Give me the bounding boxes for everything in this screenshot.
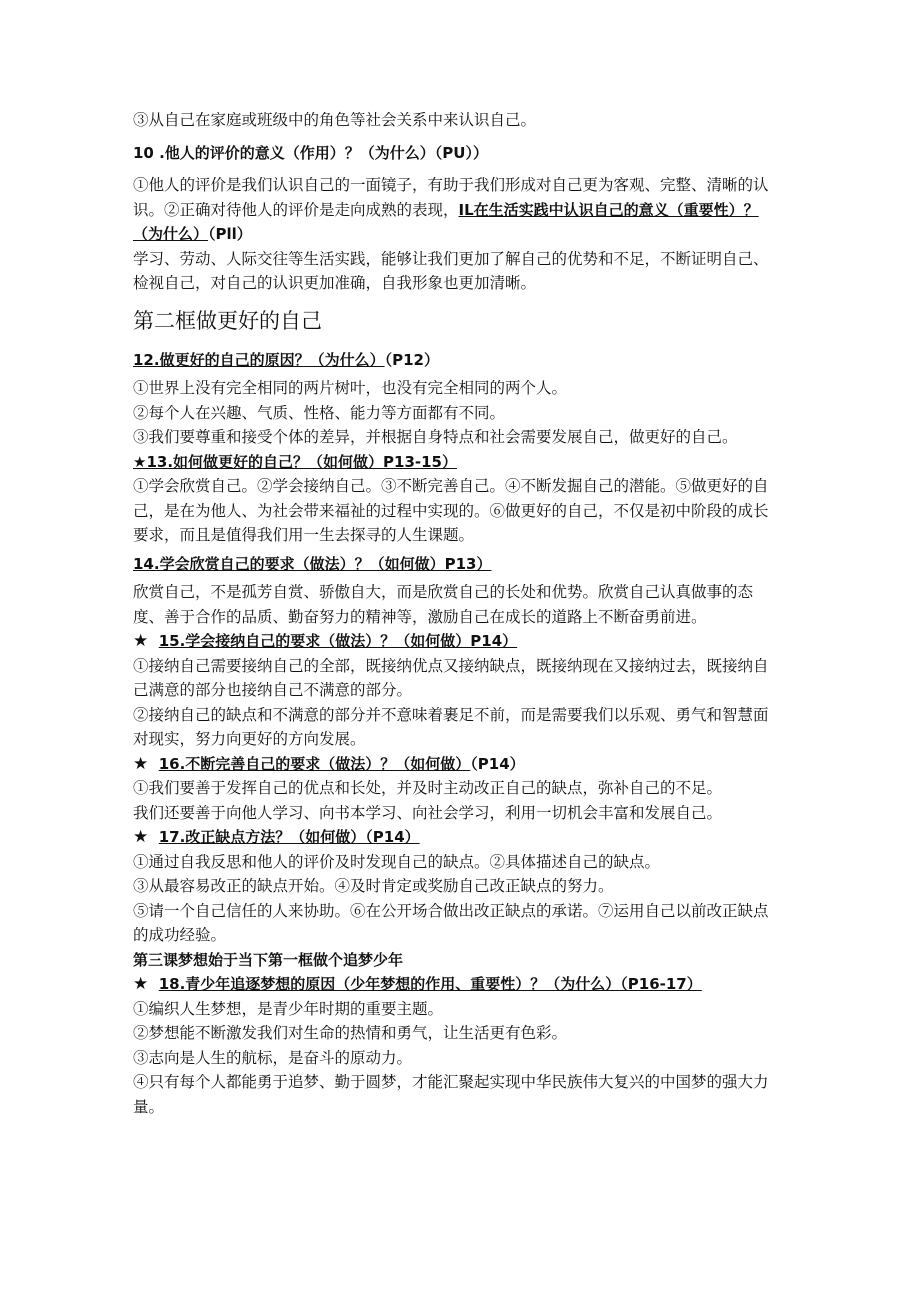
answer-line: ②每个人在兴趣、气质、性格、能力等方面都有不同。 [133,403,506,422]
question-text: 18.青少年追逐梦想的原因（少年梦想的作用、重要性）？（为什么）（P16-17） [158,975,702,993]
question-text: 16.不断完善自己的要求（做法）？（如何做） [158,754,471,773]
question-text: 12.做更好的自己的原因？（为什么） [133,350,385,369]
answer-line: ③志向是人生的航标，是奋斗的原动力。 [133,1048,413,1067]
answer-text: ①他人的评价是我们认识自己的一面镜子，有助于我们形成对自己更为客观、完整、清晰的认识。②正确对待他人的评价是走向成熟的表现， [133,176,769,219]
answer-line: 我们还要善于向他人学习、向书本学习、向社会学习，利用一切机会丰富和发展自己。 [133,803,723,822]
answer-line: ③从最容易改正的缺点开始。④及时肯定或奖励自己改正缺点的努力。 [133,877,614,895]
question-text: 17.改正缺点方法？（如何做）（P14） [158,828,420,846]
answer-line: ③从自己在家庭或班级中的角色等社会关系中来认识自己。 [133,111,537,129]
page-reference: （Pll） [208,225,252,243]
question-heading-inline: IL在生活实践中认识自己的意义（重要性）？（为什么） [133,200,759,243]
answer-paragraph [133,173,783,247]
answer-paragraph: 学习、劳动、人际交往等生活实践，能够让我们更加了解自己的优势和不足，不断证明自己、检视自己，对自己的认识更加准确，自我形象也更加清晰。 [133,249,769,292]
question-heading [133,629,783,654]
answer-paragraph: ⑤请一个自己信任的人来协助。⑥在公开场合做出改正缺点的承诺。⑦运用自己以前改正缺点的成功经验。 [133,901,769,944]
question-heading: 14.学会欣赏自己的要求（做法）？（如何做）P13） [133,554,492,573]
answer-paragraph: ④只有每个人都能勇于追梦、勤于圆梦，才能汇聚起实现中华民族伟大复兴的中国梦的强大力量。 [133,1073,769,1116]
question-heading: ★13.如何做更好的自己？（如何做）P13-15） [133,452,457,471]
page-reference: （P12） [384,350,439,369]
question-heading [133,972,783,997]
answer-paragraph: ①学会欣赏自己。②学会接纳自己。③不断完善自己。④不断发掘自己的潜能。⑤做更好的自己，是在为他人、为社会带来福祉的过程中实现的。⑥做更好的自己，不仅是初中阶段的成长要求，而且是值得我们用一生去探寻的人生课题。 [133,477,769,544]
answer-line: ①编织人生梦想，是青少年时期的重要主题。 [133,999,444,1018]
star-icon: ★ [133,974,149,994]
answer-line: ③我们要尊重和接受个体的差异，并根据自身特点和社会需要发展自己，做更好的自己。 [133,428,738,446]
answer-line: ①世界上没有完全相同的两片树叶，也没有完全相同的两个人。 [133,379,568,397]
star-icon: ★ [133,753,149,774]
answer-paragraph: ②接纳自己的缺点和不满意的部分并不意味着裹足不前，而是需要我们以乐观、勇气和智慧面对现实，努力向更好的方向发展。 [133,705,769,748]
answer-line: ①通过自我反思和他人的评价及时发现自己的缺点。②具体描述自己的缺点。 [133,852,661,871]
question-heading [133,825,783,850]
lesson-heading: 第三课梦想始于当下第一框做个追梦少年 [133,950,404,969]
answer-paragraph: ①接纳自己需要接纳自己的全部，既接纳优点又接纳缺点，既接纳现在又接纳过去，既接纳自己满意的部分也接纳自己不满意的部分。 [133,656,769,699]
question-text: 15.学会接纳自己的要求（做法）？（如何做）P14） [158,632,518,650]
answer-line: ②梦想能不断激发我们对生命的热情和勇气，让生活更有色彩。 [133,1024,568,1042]
document-page [133,108,783,1119]
section-title: 第二框做更好的自己 [133,308,322,333]
question-heading [133,348,783,373]
question-heading [133,752,783,777]
star-icon: ★ [133,631,149,651]
page-reference: （P14） [470,754,525,773]
star-icon: ★ [133,827,149,847]
question-heading: 10 .他人的评价的意义（作用）？（为什么）（PU）） [133,143,488,162]
answer-line: ①我们要善于发挥自己的优点和长处，并及时主动改正自己的缺点，弥补自己的不足。 [133,779,723,797]
answer-paragraph: 欣赏自己，不是孤芳自赏、骄傲自大，而是欣赏自己的长处和优势。欣赏自己认真做事的态度、善于合作的品质、勤奋努力的精神等，激励自己在成长的道路上不断奋勇前进。 [133,583,754,626]
